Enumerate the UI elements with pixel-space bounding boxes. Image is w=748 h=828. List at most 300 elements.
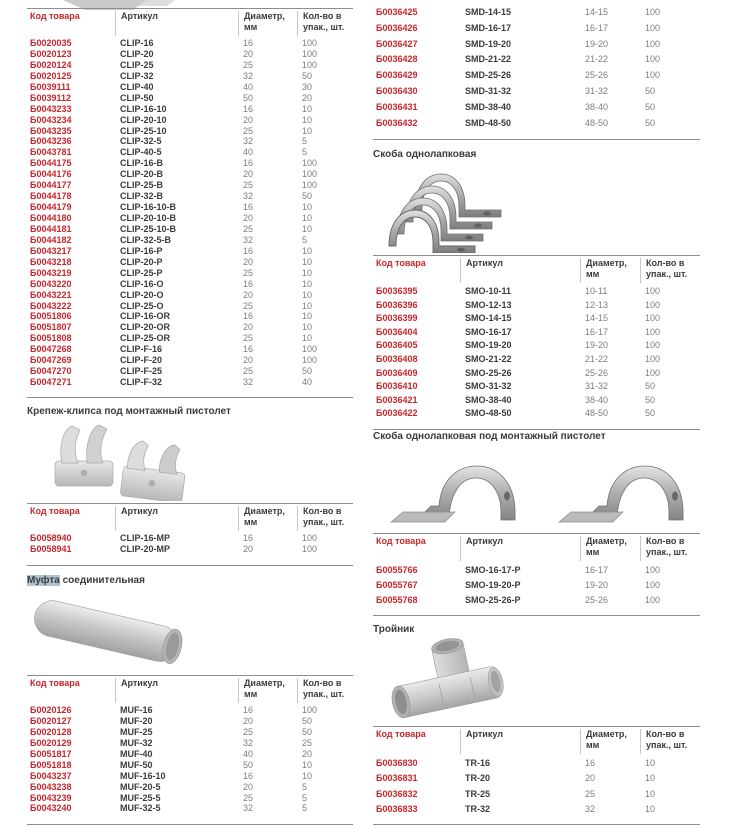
table-row (27, 279, 353, 290)
article: SMO-12-13 (465, 299, 512, 310)
product-code: Б0044176 (30, 169, 72, 180)
product-code: Б0036404 (376, 326, 418, 337)
product-code: Б0044181 (30, 223, 72, 234)
article: CLIP-20-O (120, 289, 164, 300)
diameter: 20 (243, 355, 254, 366)
diameter: 16 (243, 311, 254, 322)
diameter: 16 (585, 758, 596, 768)
article: CLIP-16-B (120, 158, 164, 169)
product-code: Б0043781 (30, 147, 72, 158)
product-code: Б0036426 (376, 22, 418, 33)
product-code: Б0036832 (376, 788, 418, 799)
article: CLIP-16-O (120, 278, 164, 289)
table-row (373, 756, 700, 771)
header-diameter: Диаметр, мм (580, 729, 640, 754)
pack-qty: 50 (645, 408, 656, 419)
product-code: Б0055766 (376, 565, 418, 575)
article: CLIP-20 (120, 48, 154, 59)
product-code: Б0043217 (30, 245, 72, 256)
diameter: 50 (243, 759, 254, 770)
article: CLIP-25-10 (120, 125, 167, 136)
article: SMD-21-22 (465, 54, 512, 65)
table-header (27, 504, 353, 531)
pack-qty: 100 (302, 38, 318, 48)
diameter: 20 (243, 114, 254, 125)
article: MUF-16 (120, 705, 153, 715)
article: SMD-25-26 (465, 70, 512, 81)
product-code: Б0036830 (376, 758, 418, 768)
pack-qty: 100 (645, 595, 661, 605)
diameter: 25 (243, 300, 254, 311)
product-code: Б0047268 (30, 344, 72, 355)
diameter: 40 (243, 748, 254, 759)
pack-qty: 10 (302, 311, 313, 322)
diameter: 16 (243, 245, 254, 256)
diameter: 19-20 (585, 340, 609, 351)
table-row (27, 180, 353, 191)
table-row (27, 782, 353, 793)
table-row (27, 716, 353, 727)
article: SMO-48-50 (465, 408, 512, 419)
table-row (27, 544, 353, 555)
diameter: 20 (243, 289, 254, 300)
header-qty: Кол-во в упак., шт. (297, 506, 353, 531)
diameter: 25 (243, 180, 254, 191)
article: SMO-25-26-P (465, 595, 521, 605)
article: CLIP-40-5 (120, 147, 162, 158)
table-row (373, 367, 700, 381)
table-row (27, 738, 353, 749)
article: CLIP-F-25 (120, 366, 163, 377)
diameter: 16-17 (585, 22, 609, 33)
diameter: 25-26 (585, 595, 609, 605)
table-row (27, 793, 353, 804)
table-body (373, 0, 700, 139)
section-title-rest: соединительная (59, 575, 145, 586)
diameter: 20 (243, 169, 254, 180)
table-row (27, 202, 353, 213)
pack-qty: 10 (302, 300, 313, 311)
article: CLIP-32-5 (120, 136, 162, 147)
header-qty: Кол-во в упак., шт. (640, 536, 700, 561)
pack-qty: 100 (645, 313, 661, 324)
article: SMD-14-15 (465, 7, 512, 17)
article: CLIP-50 (120, 92, 154, 103)
diameter: 16-17 (585, 565, 609, 575)
header-diameter: Диаметр, мм (238, 678, 297, 703)
header-article: Артикул (460, 729, 580, 754)
header-code: Код товара (376, 729, 426, 739)
product-code: Б0047271 (30, 377, 72, 388)
right-column (373, 0, 700, 828)
article: TR-16 (465, 758, 491, 768)
article: MUF-32 (120, 737, 153, 748)
table-row (373, 593, 700, 608)
pack-qty: 10 (645, 804, 656, 815)
product-code: Б0020123 (30, 48, 72, 59)
product-code: Б0043240 (30, 803, 72, 814)
article: SMD-48-50 (465, 117, 512, 128)
table-row (27, 82, 353, 93)
diameter: 16 (243, 770, 254, 781)
diameter: 32 (243, 70, 254, 81)
article: MUF-20 (120, 715, 153, 726)
pack-qty: 10 (302, 202, 313, 213)
article: CLIP-25 (120, 59, 154, 70)
article: TR-32 (465, 804, 491, 815)
product-code: Б0058941 (30, 543, 72, 554)
product-code: Б0036425 (376, 7, 418, 17)
product-code: Б0043220 (30, 278, 72, 289)
pack-qty: 5 (302, 792, 308, 803)
pack-qty: 100 (645, 286, 661, 296)
pack-qty: 100 (645, 54, 661, 65)
product-code: Б0043234 (30, 114, 72, 125)
section-title-smo-p: Скоба однолапковая под монтажный пистолет (373, 431, 606, 442)
table-row (373, 563, 700, 578)
section-title-muf (27, 575, 353, 586)
pack-qty: 100 (645, 367, 661, 378)
table-row (27, 377, 353, 388)
product-code: Б0020124 (30, 59, 72, 70)
table-row (373, 353, 700, 367)
table-row (27, 344, 353, 355)
tr-table (373, 726, 700, 825)
article: CLIP-20-MP (120, 543, 171, 554)
smd-table (373, 0, 700, 140)
diameter: 48-50 (585, 117, 609, 128)
product-code: Б0036396 (376, 299, 418, 310)
table-row (373, 52, 700, 68)
pack-qty: 50 (302, 191, 313, 202)
table-row (27, 333, 353, 344)
article: MUF-25-5 (120, 792, 161, 803)
pack-qty: 100 (645, 565, 661, 575)
table-row (27, 760, 353, 771)
diameter: 32 (585, 804, 596, 815)
diameter: 32 (243, 136, 254, 147)
product-code: Б0051818 (30, 759, 72, 770)
article: CLIP-32 (120, 70, 154, 81)
article: CLIP-16-OR (120, 311, 171, 322)
article: TR-25 (465, 788, 491, 799)
product-code: Б0036405 (376, 340, 418, 351)
table-row (27, 705, 353, 716)
table-row (373, 5, 700, 21)
article: SMO-16-17 (465, 326, 512, 337)
pack-qty: 100 (302, 533, 318, 543)
table-row (27, 301, 353, 312)
article: SMO-21-22 (465, 353, 512, 364)
smo-photo (387, 164, 513, 253)
table-row (27, 169, 353, 180)
product-code: Б0036427 (376, 38, 418, 49)
table-row (373, 802, 700, 817)
table-row (373, 116, 700, 132)
product-code: Б0036431 (376, 101, 418, 112)
table-body (27, 703, 353, 824)
diameter: 20 (243, 715, 254, 726)
table-row (27, 104, 353, 115)
table-row (373, 84, 700, 100)
table-row (373, 771, 700, 786)
table-row (373, 21, 700, 37)
table-header (373, 534, 700, 561)
diameter: 16 (243, 38, 254, 48)
article: SMO-38-40 (465, 394, 512, 405)
diameter: 16 (243, 278, 254, 289)
pack-qty: 50 (645, 394, 656, 405)
product-code: Б0047270 (30, 366, 72, 377)
pack-qty: 5 (302, 234, 308, 245)
table-row (27, 158, 353, 169)
article: SMD-19-20 (465, 38, 512, 49)
table-body (373, 754, 700, 824)
pack-qty: 100 (302, 355, 318, 366)
pack-qty: 100 (645, 299, 661, 310)
pack-qty: 10 (302, 278, 313, 289)
pack-qty: 5 (302, 136, 308, 147)
pack-qty: 100 (302, 344, 318, 355)
article: MUF-16-10 (120, 770, 166, 781)
pack-qty: 100 (645, 38, 661, 49)
pack-qty: 10 (302, 289, 313, 300)
table-row (27, 60, 353, 71)
product-code: Б0036421 (376, 394, 418, 405)
product-code: Б0043218 (30, 256, 72, 267)
article: CLIP-25-10-B (120, 223, 177, 234)
diameter: 48-50 (585, 408, 609, 419)
table-row (27, 126, 353, 137)
diameter: 14-15 (585, 313, 609, 324)
clip-mp-table (27, 503, 353, 566)
pack-qty: 100 (302, 180, 318, 191)
pack-qty: 5 (302, 147, 308, 158)
table-row (373, 578, 700, 593)
diameter: 25 (243, 726, 254, 737)
diameter: 20 (243, 781, 254, 792)
table-body (373, 561, 700, 615)
article: CLIP-20-P (120, 256, 163, 267)
diameter: 31-32 (585, 381, 609, 392)
table-row (373, 407, 700, 421)
table-row (373, 100, 700, 116)
pack-qty: 50 (645, 381, 656, 392)
diameter: 20 (585, 773, 596, 784)
article: CLIP-20-10-B (120, 213, 177, 223)
pack-qty: 100 (645, 7, 661, 17)
diameter: 20 (243, 48, 254, 59)
table-row (27, 322, 353, 333)
diameter: 40 (243, 147, 254, 158)
product-code: Б0043233 (30, 103, 72, 114)
header-code: Код товара (30, 11, 80, 21)
article: CLIP-25-OR (120, 333, 171, 344)
table-row (27, 38, 353, 49)
article: SMO-10-11 (465, 286, 512, 296)
diameter: 38-40 (585, 101, 609, 112)
diameter: 25 (243, 333, 254, 344)
article: CLIP-16-10 (120, 103, 167, 114)
table-row (373, 299, 700, 313)
muf-photo (29, 591, 191, 673)
table-row (27, 366, 353, 377)
table-row (27, 803, 353, 814)
table-header (27, 9, 353, 36)
pack-qty: 100 (645, 580, 661, 590)
product-code: Б0044179 (30, 202, 72, 213)
header-article: Артикул (460, 536, 580, 561)
header-diameter: Диаметр, мм (580, 258, 640, 283)
diameter: 50 (243, 92, 254, 103)
product-code: Б0039112 (30, 92, 72, 103)
product-code: Б0043222 (30, 300, 72, 311)
selected-text: Муфта (27, 575, 60, 586)
article: SMO-25-26 (465, 367, 512, 378)
table-row (27, 533, 353, 544)
product-code: Б0039111 (30, 81, 71, 92)
table-row (27, 49, 353, 60)
product-code: Б0055768 (376, 595, 418, 605)
article: CLIP-16 (120, 38, 154, 48)
diameter: 25 (243, 267, 254, 278)
article: SMO-19-20 (465, 340, 512, 351)
header-code: Код товара (376, 258, 426, 268)
article: CLIP-F-20 (120, 355, 163, 366)
table-row (27, 115, 353, 126)
smo-p-photo (387, 446, 699, 531)
header-qty: Кол-во в упак., шт. (297, 11, 353, 36)
table-row (27, 749, 353, 760)
header-diameter: Диаметр, мм (238, 506, 297, 531)
diameter: 40 (243, 81, 254, 92)
diameter: 12-13 (585, 299, 609, 310)
product-code: Б0044182 (30, 234, 72, 245)
article: CLIP-25-O (120, 300, 164, 311)
pack-qty: 10 (302, 114, 313, 125)
table-row (27, 771, 353, 782)
pack-qty: 10 (302, 223, 313, 234)
table-row (27, 93, 353, 104)
table-row (27, 727, 353, 738)
diameter: 25 (243, 125, 254, 136)
pack-qty: 5 (302, 803, 308, 814)
table-row (373, 68, 700, 84)
product-code: Б0043235 (30, 125, 72, 136)
table-row (373, 37, 700, 53)
header-code: Код товара (30, 678, 80, 688)
product-code: Б0043237 (30, 770, 72, 781)
header-code: Код товара (376, 536, 426, 546)
table-row (27, 235, 353, 246)
pack-qty: 10 (302, 333, 313, 344)
product-code: Б0020126 (30, 705, 72, 715)
header-article: Артикул (115, 678, 238, 703)
header-code: Код товара (30, 506, 80, 516)
diameter: 25 (243, 792, 254, 803)
product-code: Б0051807 (30, 322, 72, 333)
pack-qty: 100 (645, 22, 661, 33)
product-code: Б0044177 (30, 180, 72, 191)
pack-qty: 10 (302, 759, 313, 770)
table-row (373, 285, 700, 299)
table-row (27, 71, 353, 82)
pack-qty: 10 (302, 256, 313, 267)
pack-qty: 50 (645, 101, 656, 112)
article: SMD-31-32 (465, 85, 512, 96)
product-code: Б0036831 (376, 773, 418, 784)
pack-qty: 100 (302, 48, 318, 59)
pack-qty: 50 (302, 715, 313, 726)
table-row (373, 312, 700, 326)
article: CLIP-F-16 (120, 344, 163, 355)
diameter: 25-26 (585, 70, 609, 81)
pack-qty: 100 (302, 543, 318, 554)
product-code: Б0036430 (376, 85, 418, 96)
diameter: 32 (243, 234, 254, 245)
pack-qty: 100 (302, 705, 318, 715)
table-row (27, 257, 353, 268)
product-code: Б0020125 (30, 70, 72, 81)
pack-qty: 5 (302, 781, 308, 792)
pack-qty: 50 (645, 85, 656, 96)
pack-qty: 10 (302, 213, 313, 223)
diameter: 20 (243, 213, 254, 223)
product-code: Б0036428 (376, 54, 418, 65)
article: CLIP-16-10-B (120, 202, 177, 213)
pack-qty: 100 (645, 70, 661, 81)
diameter: 25 (243, 223, 254, 234)
article: CLIP-32-B (120, 191, 164, 202)
section-title-tr: Тройник (373, 624, 415, 635)
diameter: 38-40 (585, 394, 609, 405)
product-code: Б0055767 (376, 580, 418, 590)
pack-qty: 20 (302, 748, 313, 759)
pack-qty: 100 (645, 340, 661, 351)
product-code: Б0036833 (376, 804, 418, 815)
smo-table (373, 255, 700, 430)
pack-qty: 10 (302, 245, 313, 256)
product-code: Б0036395 (376, 286, 418, 296)
clip-table (27, 8, 353, 398)
product-code: Б0044175 (30, 158, 72, 169)
product-code: Б0036410 (376, 381, 418, 392)
table-row (373, 339, 700, 353)
pack-qty: 50 (302, 366, 313, 377)
table-body (27, 36, 353, 397)
diameter: 20 (243, 256, 254, 267)
product-code: Б0043236 (30, 136, 72, 147)
article: SMD-16-17 (465, 22, 512, 33)
diameter: 21-22 (585, 54, 609, 65)
pack-qty: 100 (302, 59, 318, 70)
diameter: 25 (585, 788, 596, 799)
article: MUF-20-5 (120, 781, 161, 792)
table-row (27, 136, 353, 147)
product-code: Б0058940 (30, 533, 72, 543)
diameter: 32 (243, 737, 254, 748)
diameter: 16 (243, 705, 254, 715)
product-code: Б0036409 (376, 367, 418, 378)
article: CLIP-20-10 (120, 114, 167, 125)
left-column (27, 0, 353, 828)
product-code: Б0020035 (30, 38, 72, 48)
pack-qty: 10 (302, 267, 313, 278)
diameter: 16 (243, 103, 254, 114)
product-code: Б0047269 (30, 355, 72, 366)
product-code: Б0020127 (30, 715, 72, 726)
article: MUF-40 (120, 748, 153, 759)
